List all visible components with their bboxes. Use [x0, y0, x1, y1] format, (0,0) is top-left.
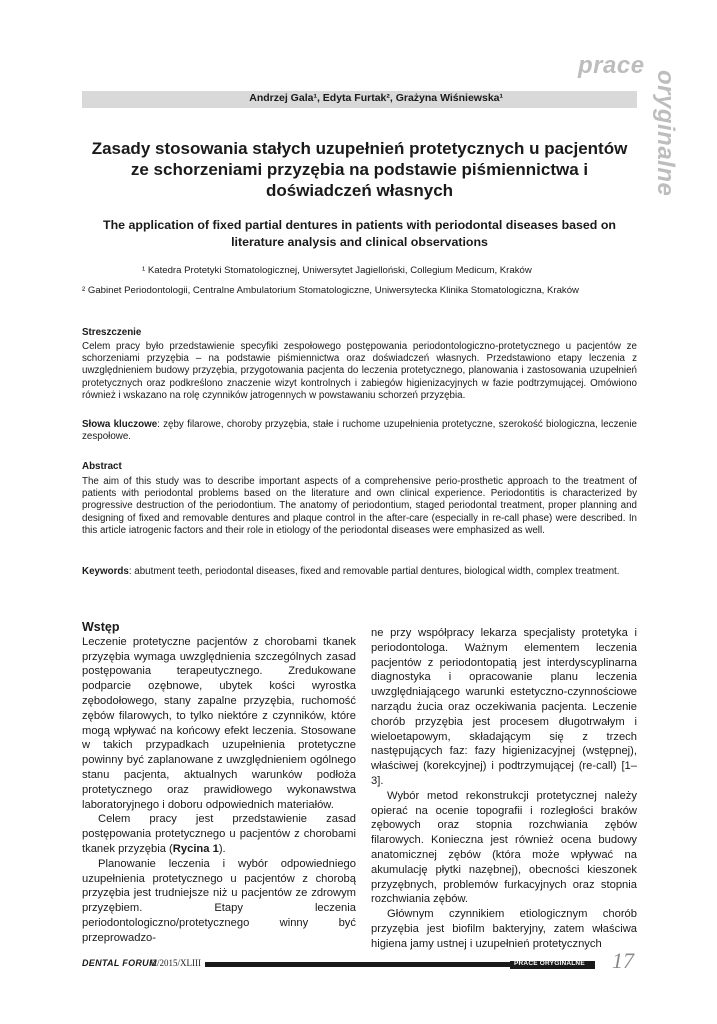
section-label-prace: prace [578, 52, 645, 79]
body-paragraph: Leczenie protetyczne pacjentów z chorobami tkanek przyzębia wymaga uwzględnienia szczególnych zasad postępowania terapeutycznego. Zredukowane podparcie ozębnowe, ubytek kości wyrostka zębodołowego, stany zapalne przyzębia, ruchomość zębów filarowych, to tylko niektóre z czynników, które mogą wpływać na końcowy efekt leczenia. Stosowane w takich przypadkach uzupełnienia protetyczne powinny być zaplanowane z uwzględnieniem ogólnego stanu pacjenta, aktualnych warunków podłoża protetycznego oraz prawidłowego wykonawstwa laboratoryjnego i doboru odpowiednich materiałów. [82, 635, 356, 811]
keywords [82, 566, 637, 578]
footer-rule [205, 962, 510, 967]
body-paragraph: Planowanie leczenia i wybór odpowiedniego uzupełnienia protetycznego u pacjentów z chorobą przyzębia jest trudniejsze niż u pacjentów ze zdrowym przyzębiem. Etapy leczenia periodontologiczno/protetycznego winny być przeprowadzo- [82, 857, 356, 944]
body-column-left [82, 620, 356, 946]
wstep-heading: Wstęp [82, 620, 120, 634]
streszczenie-text: Celem pracy było przedstawienie specyfiki zespołowego postępowania periodontologiczno-protetycznego u pacjentów ze schorzeniami przyzębia – na podstawie piśmiennictwa oraz doświadczeń własnych. Przedstawiono etapy leczenia z uwzględnieniem budowy przyzębia, przygotowania pacjenta do leczenia protetycznego, planowania i zastosowania uzupełnień protetycznych oraz podkreślono znaczenie wizyt kontrolnych i zabiegów higienizacyjnych w fazie podtrzymującej. Omówiono również i wskazano na rolę czynników jatrogennych w powstawaniu schorzeń przyzębia. [82, 341, 637, 401]
title-english: The application of fixed partial dentures in patients with periodontal diseases based on literature analysis and clinical observations [103, 218, 616, 249]
title-polish: Zasady stosowania stałych uzupełnień protetycznych u pacjentów ze schorzeniami przyzębia na podstawie piśmiennictwa i doświadczeń własnych [91, 139, 628, 200]
keywords-label: Keywords [82, 566, 129, 577]
body-paragraph: ne przy współpracy lekarza specjalisty protetyka i periodontologa. Ważnym elementem leczenia pacjentów z periodontopatią jest interdyscyplinarna diagnostyka i opracowanie planu leczenia uwzględniającego warunki estetyczno-czynnościowe narządu żucia oraz oczekiwania pacjenta. Leczenie chorób przyzębia jest procesem długotrwałym i wieloetapowym, składającym się z trzech następujących faz: fazy higienizacyjnej (wstępnej), właściwej (korekcyjnej) i podtrzymującej (re-call) [1–3]. [371, 627, 637, 787]
abstract-text: The aim of this study was to describe important aspects of a comprehensive perio-prosthetic approach to the treatment of patients with periodontal problems based on the literature and own clinical experience. Periodontitis is characterized by progressive destruction of the periodontium. The anatomy of periodontium, staged periodontal treatment, proper planning and designing of fixed and removable dentures and plaque control in the after-care (especially in re-call phase) were described. In this article iatrogenic factors and their role in etiology of the periodontal diseases were emphasized as well. [82, 476, 637, 536]
abstract-heading: Abstract [82, 461, 122, 472]
streszczenie-heading: Streszczenie [82, 327, 142, 338]
affiliation-1: ¹ Katedra Protetyki Stomatologicznej, Uniwersytet Jagielloński, Collegium Medicum, Kraków [142, 265, 532, 276]
body-paragraph: Celem pracy jest przedstawienie zasad postępowania protetycznego u pacjentów z chorobami tkanek przyzębia (Rycina 1). [82, 813, 356, 855]
footer-section-label: PRACE ORYGINALNE [514, 960, 585, 967]
affiliation-2: ² Gabinet Periodontologii, Centralne Ambulatorium Stomatologiczne, Uniwersytecka Klinika Stomatologiczna, Kraków [82, 285, 579, 296]
page-number: 17 [612, 948, 634, 973]
slowa-kluczowe-label: Słowa kluczowe [82, 419, 158, 430]
journal-name: DENTAL FORUM [82, 958, 157, 968]
figure-reference: Rycina 1 [172, 842, 219, 855]
body-column-right [371, 626, 637, 952]
journal-issue: /2/2015/XLIII [150, 958, 201, 968]
body-paragraph: Wybór metod rekonstrukcji protetycznej należy opierać na ocenie topografii i rozległości braków zębowych oraz stopnia rozchwiania zębów filarowych. Konieczna jest również ocena budowy anatomicznej zębów (która może wpływać na akumulację płytki nazębnej), obecności kieszonek przyzębnych, problemów furkacyjnych oraz stopnia rozchwiania zębów. [371, 789, 637, 906]
body-paragraph: Głównym czynnikiem etiologicznym chorób przyzębia jest biofilm bakteryjny, zatem właściwa higiena jamy ustnej i uzupełnień protetycznych [371, 908, 637, 950]
slowa-kluczowe [82, 419, 637, 443]
slowa-kluczowe-text: : zęby filarowe, choroby przyzębia, stałe i ruchome uzupełnienia protetyczne, szerokość biologiczna, leczenie zespołowe. [82, 419, 637, 443]
keywords-text: : abutment teeth, periodontal diseases, fixed and removable partial dentures, biological width, complex treatment. [128, 566, 620, 577]
authors: Andrzej Gala¹, Edyta Furtak², Grażyna Wiśniewska¹ [249, 92, 503, 104]
section-label-oryginalne: oryginalne [652, 70, 679, 197]
